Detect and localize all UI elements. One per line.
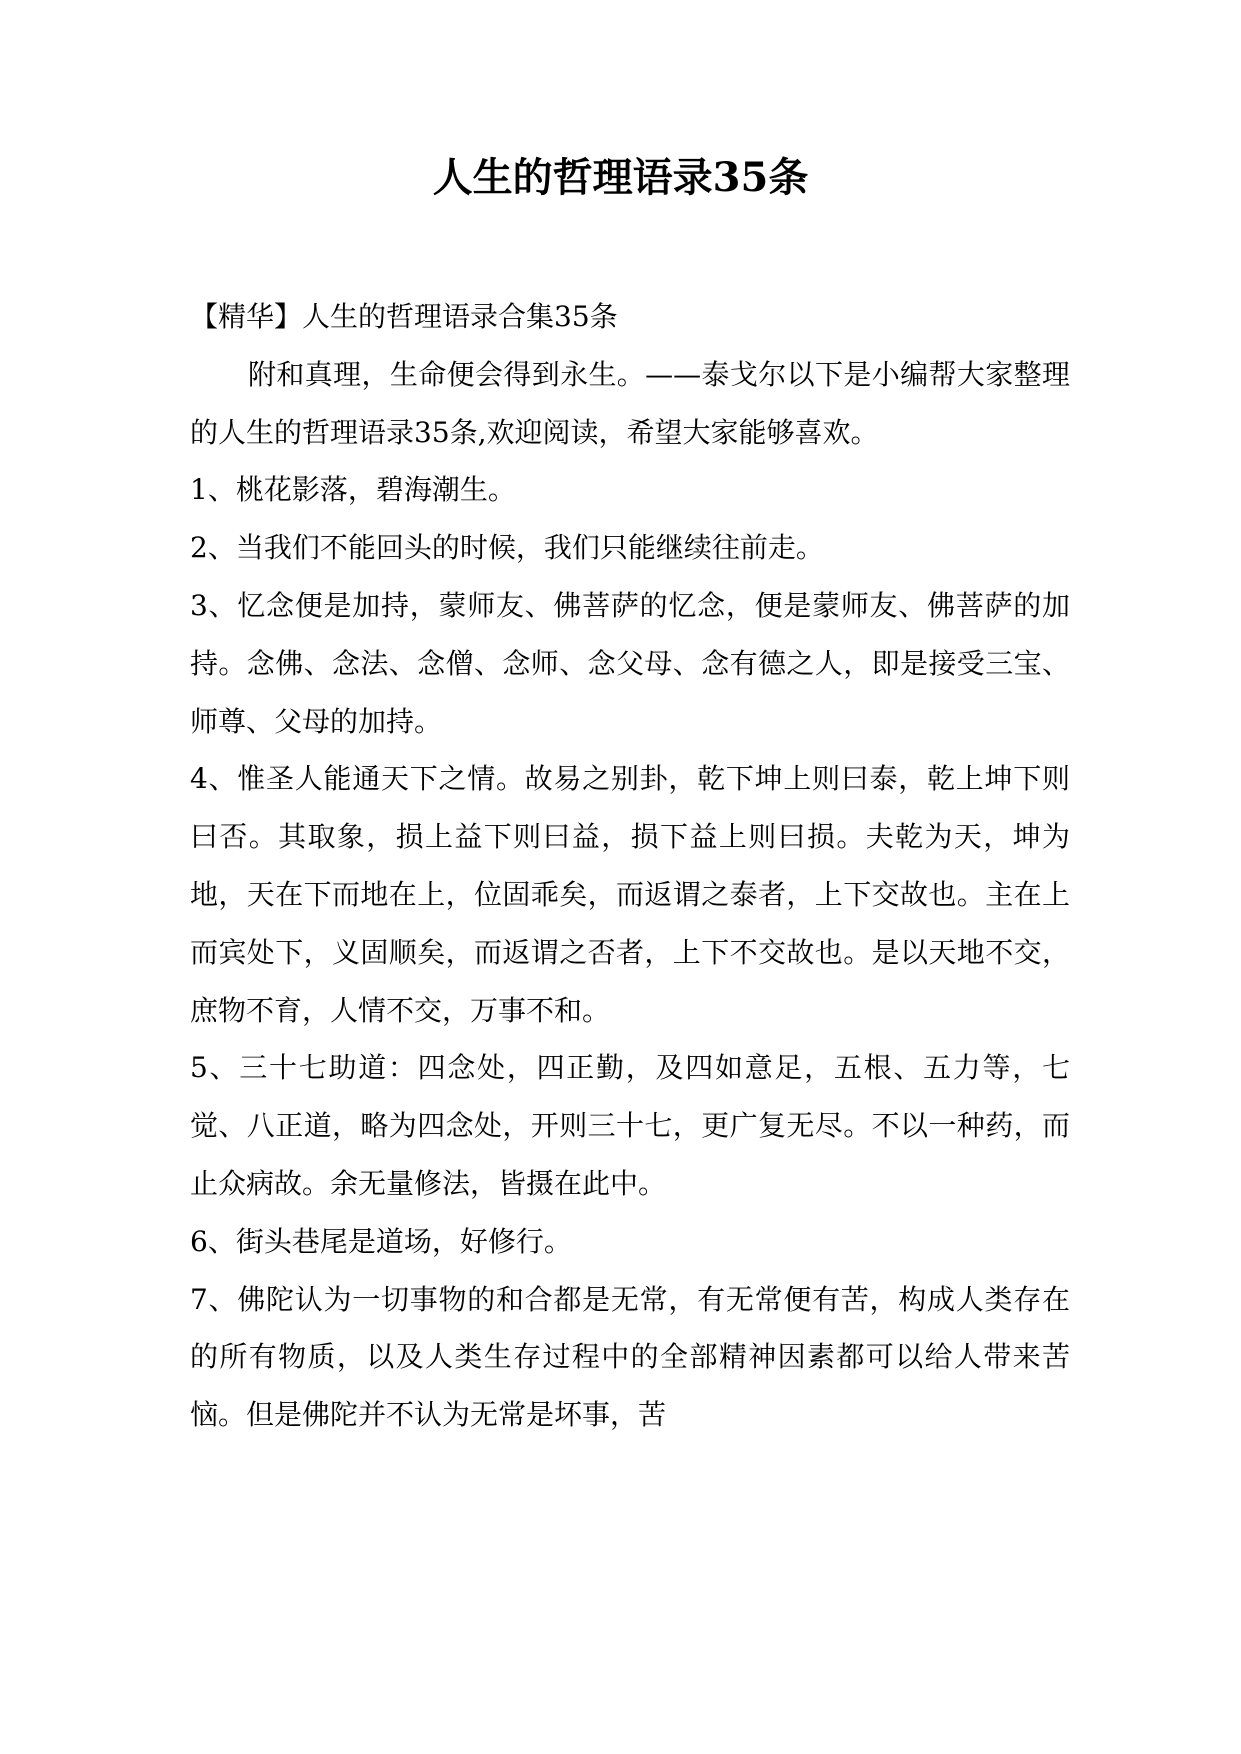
paragraph: 5、三十七助道：四念处，四正勤，及四如意足，五根、五力等，七觉、八正道，略为四念处，开则三十七，更广复无尽。不以一种药，而止众病故。余无量修法，皆摄在此中。: [190, 1051, 1070, 1200]
paragraph: 6、街头巷尾是道场，好修行。: [190, 1224, 572, 1258]
paragraph: 1、桃花影落，碧海潮生。: [190, 473, 516, 507]
paragraph: 4、惟圣人能通天下之情。故易之别卦，乾下坤上则曰泰，乾上坤下则曰否。其取象，损上益下则曰益，损下益上则曰损。夫乾为天，坤为地，天在下而地在上，位固乖矣，而返谓之泰者，上下交故也。主在上而宾处下，义固顺矣，而返谓之否者，上下不交故也。是以天地不交，庶物不育，人情不交，万事不和。: [190, 762, 1070, 1027]
paragraph: 附和真理，生命便会得到永生。——泰戈尔以下是小编帮大家整理的人生的哲理语录35条,欢迎阅读，希望大家能够喜欢。: [190, 357, 1070, 449]
paragraph: 3、忆念便是加持，蒙师友、佛菩萨的忆念，便是蒙师友、佛菩萨的加持。念佛、念法、念僧、念师、念父母、念有德之人，即是接受三宝、师尊、父母的加持。: [190, 588, 1070, 738]
paragraph: 7、佛陀认为一切事物的和合都是无常，有无常便有苦，构成人类存在的所有物质，以及人类生存过程中的全部精神因素都可以给人带来苦恼。但是佛陀并不认为无常是坏事，苦: [190, 1282, 1070, 1432]
document-body: [190, 288, 1070, 1444]
page-title: 人生的哲理语录35条: [432, 154, 809, 201]
paragraph: 2、当我们不能回头的时候，我们只能继续往前走。: [190, 531, 824, 565]
paragraph: 【精华】人生的哲理语录合集35条: [190, 300, 618, 333]
